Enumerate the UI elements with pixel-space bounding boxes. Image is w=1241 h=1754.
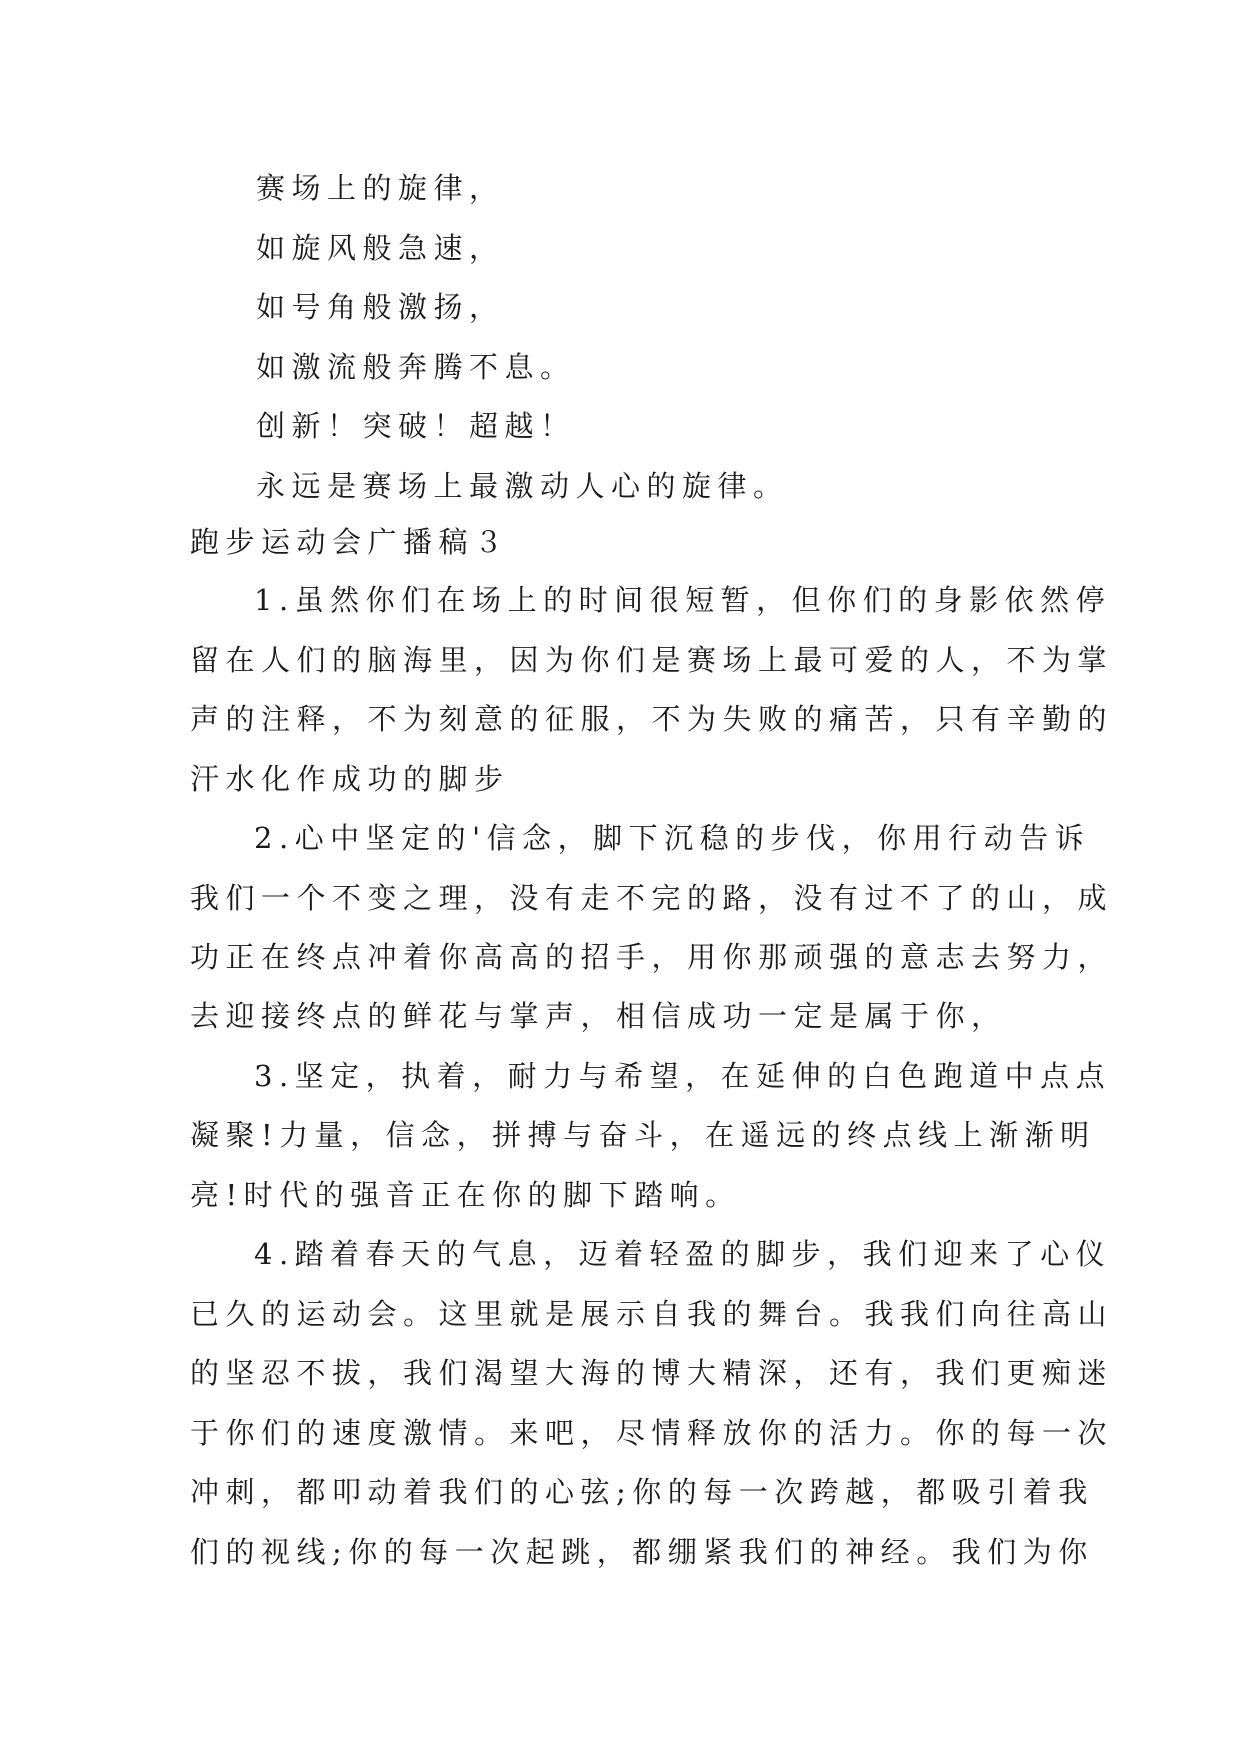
paragraph-line: 功正在终点冲着你高高的招手，用你那顽强的意志去努力， [190,940,1114,974]
poem-line: 创新！突破！超越！ [256,409,576,443]
paragraph-line: 留在人们的脑海里，因为你们是赛场上最可爱的人，不为掌 [190,643,1114,677]
paragraph-line: 声的注释，不为刻意的征服，不为失败的痛苦，只有辛勤的 [190,702,1114,736]
paragraph-line: 冲刺，都叩动着我们的心弦;你的每一次跨越，都吸引着我 [190,1475,1094,1509]
paragraph-line: 亮!时代的强音正在你的脚下踏响。 [190,1178,741,1212]
poem-line: 永远是赛场上最激动人心的旋律。 [256,469,789,503]
paragraph-line: 4.踏着春天的气息，迈着轻盈的脚步，我们迎来了心仪 [254,1237,1112,1271]
paragraph-line: 1.虽然你们在场上的时间很短暂，但你们的身影依然停 [254,583,1112,617]
paragraph-line: 于你们的速度激情。来吧，尽情释放你的活力。你的每一次 [190,1416,1114,1450]
paragraph-line: 我们一个不变之理，没有走不完的路，没有过不了的山，成 [190,881,1114,915]
poem-line: 如旋风般急速， [256,231,505,265]
poem-line: 如号角般激扬， [256,290,505,324]
paragraph-line: 汗水化作成功的脚步 [190,762,510,796]
paragraph-line: 去迎接终点的鲜花与掌声，相信成功一定是属于你， [190,999,1007,1033]
poem-line: 赛场上的旋律， [256,171,505,205]
paragraph-line: 的坚忍不拔，我们渴望大海的博大精深，还有，我们更痴迷 [190,1356,1114,1390]
paragraph-line: 们的视线;你的每一次起跳，都绷紧我们的神经。我们为你 [190,1535,1094,1569]
paragraph-line: 3.坚定，执着，耐力与希望，在延伸的白色跑道中点点 [254,1059,1112,1093]
paragraph-line: 凝聚!力量，信念，拼搏与奋斗，在遥远的终点线上渐渐明 [190,1118,1096,1152]
paragraph-line: 已久的运动会。这里就是展示自我的舞台。我我们向往高山 [190,1297,1114,1331]
poem-line: 如激流般奔腾不息。 [256,350,576,384]
paragraph-line: 2.心中坚定的'信念，脚下沉稳的步伐，你用行动告诉 [254,821,1091,855]
section-heading: 跑步运动会广播稿３ [190,525,510,559]
